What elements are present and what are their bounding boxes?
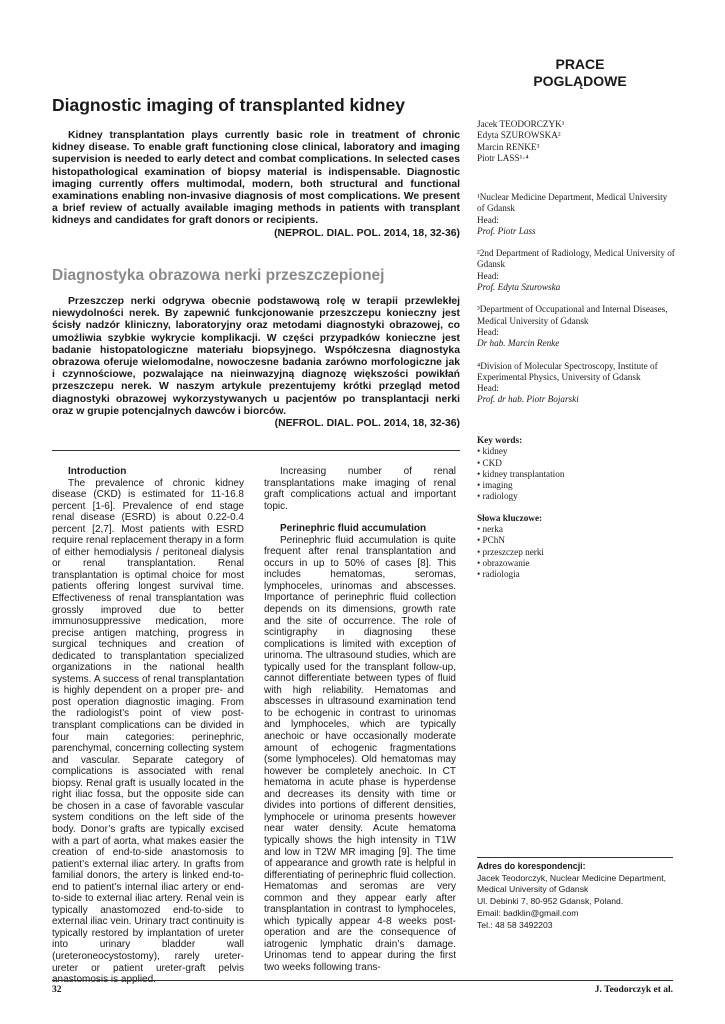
author: Piotr LASS¹·⁴ [477, 152, 529, 163]
affiliation-head-name: Prof. dr hab. Piotr Bojarski [477, 394, 579, 405]
introduction-paragraph: The prevalence of chronic kidney disease (CKD) is estimated for 11-16.8 percent [1-6]. Prevalence of end stage renal disease (ESRD) is about 0.22-0.4 percent [2,7]. Most patients with ESRD require renal replacement therapy in a form of either hemodialysis / peritoneal dialysis or renal transplantation. Renal transplantation is optimal choice for most patients offering longest survival time. Effectiveness of renal transplantation was grossly improved due to better immunosuppressive medication, more precise antigen matching, progress in surgical techniques and creation of dedicated to transplantation specialized organizations in the national health systems. A success of renal transplantation is highly dependent on a proper pre- and post operation diagnostic imaging. From the radiologist’s point of view post-transplant complications can be divided in four main categories: perinephric, parenchymal, concerning collecting system and vascular. Separate category of complications is associated with renal biopsy. Renal graft is usually located in the right iliac fossa, but the opposite side can be chosen in a case of favorable vascular system conditions on the left side of the body. Donor’s grafts are typically excised with a part of aorta, what makes easier the creation of end-to-side anastomosis to patient’s external iliac artery. In grafts from familial donors, the artery is linked end-to-end to patient’s internal iliac artery or end-to-side to external iliac artery. Renal vein is typically anastomozed end-to-side to external iliac vein. Urinary tract continuity is typically restored by implantation of ureter into urinary bladder wall (ureteroneocystostomy), rarely ureter-ureter or patient ureter-graft pelvis anastomosis is applied. [52, 477, 244, 986]
keyword: • nerka [477, 524, 503, 535]
author: Jacek TEODORCZYK¹ [477, 119, 565, 129]
affiliation-text: ²2nd Department of Radiology, Medical University of Gdansk [477, 248, 675, 270]
abstract-english-text: Kidney transplantation plays currently basic role in treatment of chronic kidney disease. To enable graft functioning close clinical, laboratory and imaging supervision is needed to early detect and combat complications. In selected cases histopathological examination of biopsy material is indispensable. Diagnostic imaging currently offers multimodal, modern, both structural and functional examinations enabling non-invasive diagnosis of most complications. We present a brief review of actually available imaging methods in patients with transplant kidneys and candidates for graft donors or recipients. [52, 130, 460, 227]
affiliation [477, 304, 677, 349]
affiliation-head-label: Head: [477, 270, 499, 281]
page-number: 32 [52, 985, 62, 995]
abstract-divider [52, 450, 460, 451]
correspondence-email: Email: badklin@gmail.com [477, 907, 579, 918]
abstract-polish [52, 296, 460, 430]
keywords-list [477, 446, 677, 502]
affiliation [477, 361, 677, 406]
affiliation-head-label: Head: [477, 383, 499, 394]
affiliation [477, 192, 677, 237]
correspondence-block [477, 861, 675, 931]
abstract-polish-citation: (NEFROL. DIAL. POL. 2014, 18, 32-36) [274, 418, 460, 430]
keyword: • obrazowanie [477, 557, 530, 568]
author-list [477, 119, 677, 164]
affiliation-head-name: Prof. Edyta Szurowska [477, 282, 561, 293]
keyword: • CKD [477, 457, 502, 468]
abstract-english [52, 130, 460, 240]
keywords-polish-heading: Słowa kluczowe: [477, 512, 543, 523]
keyword: • kidney transplantation [477, 468, 565, 479]
keywords-heading: Key words: [477, 435, 523, 445]
perinephric-paragraph: Perinephric fluid accumulation is quite frequent after renal transplantation and occurs in up to 50% of cases [8]. This includes hematomas, seromas, lymphoceles, urinomas and abscesses. Importance of perinephric fluid collection depends on its dimensions, growth rate and the site of occurrence. The role of scintigraphy in diagnosing these complications is limited with exception of urinoma. The ultrasound studies, which are typically used for the transplant follow-up, cannot differentiate between types of fluid with high reliability. Hematomas and abscesses in ultrasound examination tend to be echogenic in contrast to urinomas and lymphoceles, which are typically anechoic or have occasionally moderate amount of echogenic fragmentations (some lymphoceles). Old hematomas may however be completely anechoic. In CT hematoma in acute phase is hyperdense and decreases its density with time or divides into portions of different densities, lymphocele or urinoma presents however near water density. Acute hematoma typically shows the high intensity in T1W and low in T2W MR imaging [9]. The time of appearance and growth rate is helpful in differentiating of perinephric fluid collection. Hematomas and seromas are very common and they appear early after transplantation in contrast to lymphoceles, which typically appear 4-8 weeks post-operation and are the consequence of iatrogenic lymphatic drain’s damage. Urinomas tend to appear during the first two weeks following trans- [264, 534, 456, 973]
affiliation-text: ⁴Division of Molecular Spectroscopy, Institute of Experimental Physics, University of Gdansk [477, 360, 658, 382]
correspondence-line: Medical University of Gdansk [477, 884, 589, 895]
affiliation [477, 248, 677, 293]
introduction-continuation: Increasing number of renal transplantations make imaging of renal graft complications actual and important topic. [264, 466, 456, 512]
correspondence-divider [477, 857, 673, 858]
keyword: • radiology [477, 491, 518, 502]
keyword: • kidney [477, 446, 508, 457]
correspondence-heading: Adres do korespondencji: [477, 861, 586, 871]
section-label [500, 56, 660, 90]
abstract-english-citation: (NEPROL. DIAL. POL. 2014, 18, 32-36) [274, 227, 460, 239]
correspondence-line: Ul. Debinki 7, 80-952 Gdansk, Poland. [477, 896, 624, 907]
section-label-line2: POGLĄDOWE [533, 73, 627, 89]
affiliation-head-label: Head: [477, 214, 499, 225]
correspondence-phone: Tel.: 48 58 3492203 [477, 919, 553, 930]
polish-title: Diagnostyka obrazowa nerki przeszczepionej [52, 267, 385, 284]
body-column-right [264, 466, 456, 974]
author: Edyta SZUROWSKA² [477, 130, 561, 141]
keyword: • imaging [477, 480, 513, 491]
affiliation-text: ¹Nuclear Medicine Department, Medical University of Gdansk [477, 192, 668, 214]
footer-divider [52, 980, 673, 981]
running-author: J. Teodorczyk et al. [594, 985, 673, 995]
introduction-heading: Introduction [68, 466, 127, 477]
keywords-polish-list [477, 524, 677, 580]
keyword: • radiologia [477, 569, 520, 580]
section-label-line1: PRACE [555, 56, 605, 72]
correspondence-line: Jacek Teodorczyk, Nuclear Medicine Department, [477, 872, 666, 883]
keyword: • PChN [477, 535, 505, 546]
author: Marcin RENKE³ [477, 141, 540, 152]
keywords-block [477, 435, 677, 591]
affiliation-head-name: Prof. Piotr Lass [477, 225, 536, 236]
abstract-polish-text: Przeszczep nerki odgrywa obecnie podstawową rolę w terapii przewlekłej niewydolności nerek. By zapewnić funkcjonowanie przeszczepu konieczny jest ścisły nadzór kliniczny, laboratoryjny oraz metodami diagnostyki obrazowej, co umożliwia szybkie wykrycie komplikacji. W części przypadków konieczne jest badanie histopatologiczne materiału biopsyjnego. Współczesna diagnostyka obrazowa oferuje wielomodalne, nowoczesne badania zarówno morfologiczne jak i czynnościowe, pozwalające na nieinwazyjną diagnozę większości powikłań przeszczepu nerek. W naszym artykule prezentujemy krótki przegląd metod diagnostyki obrazowej wykorzystywanych u pacjentów po transplantacji nerki oraz w grupie potencjalnych dawców i biorców. [52, 296, 460, 417]
perinephric-heading: Perinephric fluid accumulation [280, 523, 427, 535]
affiliation-head-label: Head: [477, 326, 499, 337]
affiliation-text: ³Department of Occupational and Internal Diseases, Medical University of Gdansk [477, 304, 668, 326]
keyword: • przeszczep nerki [477, 546, 544, 557]
affiliation-head-name: Dr hab. Marcin Renke [477, 338, 560, 349]
affiliation-list [477, 192, 677, 417]
body-column-left [52, 466, 244, 986]
article-title: Diagnostic imaging of transplanted kidney [52, 95, 405, 115]
